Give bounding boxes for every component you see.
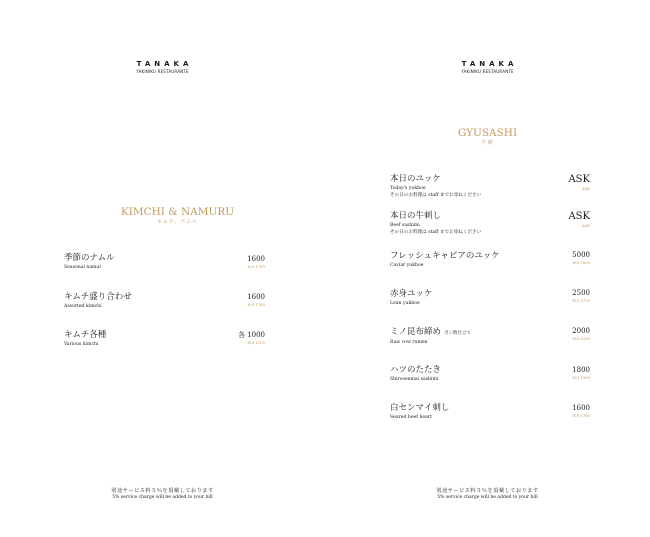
menu-item (390, 289, 432, 307)
menu-item (390, 403, 449, 421)
price-value: 1600 (247, 255, 265, 263)
price-with-tax: W/t 5500 (572, 260, 590, 265)
menu-item (64, 253, 115, 271)
price-value: 2500 (572, 289, 590, 297)
item-name-en: Assorted kimchi (64, 304, 102, 309)
item-name-en: Today's yukhoe (390, 186, 426, 191)
item-price (238, 331, 265, 346)
service-charge-en: 5% service charge will be added to your bill (112, 495, 213, 500)
menu-item (390, 251, 500, 269)
price-value: 2000 (572, 327, 590, 335)
menu-item (390, 211, 481, 236)
menu-item (64, 292, 132, 310)
item-price (572, 251, 590, 266)
section-title-jp: キムチ、ナムル (156, 219, 199, 225)
footer (325, 487, 650, 501)
item-name-en: Lean yukhoe (390, 301, 420, 306)
logo-subtitle: YAKINIKU RESTAURANTE (136, 69, 189, 74)
item-name-jp: 赤身ユッケ (390, 289, 433, 299)
item-name-jp: フレッシュキャビアのユッケ (390, 251, 500, 261)
price-with-tax: ASK (581, 223, 590, 228)
price-with-tax: W/t 1760 (572, 413, 590, 418)
price-value: 各 1000 (237, 331, 265, 339)
price-value: ASK (568, 211, 590, 222)
section-title-en: GYUSASHI (457, 127, 518, 139)
item-name-en: Seared beef heart (390, 415, 432, 420)
section-title-en: KIMCHI & NAMURU (120, 206, 235, 218)
item-name-en: Shirosenmai sashimi (390, 377, 439, 382)
item-name-jp: ハツのたたき (390, 365, 442, 375)
item-price (572, 289, 590, 304)
item-name-en: Caviar yukhoe (390, 263, 424, 268)
item-name-jp: 季節のナムル (64, 253, 115, 263)
price-with-tax: W/t 1760 (247, 264, 265, 269)
item-price (572, 327, 590, 342)
price-with-tax: W/t 2200 (572, 336, 590, 341)
item-name-jp: キムチ各種 (64, 330, 107, 340)
item-name-en: Beef sashimi (390, 223, 420, 228)
logo-name: TANAKA (136, 60, 193, 68)
logo-name: TANAKA (461, 60, 518, 68)
item-note: その日のお料理は staff までお尋ねください (390, 230, 482, 235)
service-charge-jp: 別途サービス料５％を頂戴しております (111, 488, 214, 494)
menu-item (390, 327, 471, 346)
price-value: 1800 (572, 366, 590, 374)
item-price (568, 174, 590, 192)
price-value: 5000 (572, 251, 590, 259)
item-jp-note: ポン酢仕立て (444, 331, 472, 336)
item-name-en: Seasonal namul (64, 265, 101, 270)
item-note: その日のお料理は staff までお尋ねください (390, 193, 482, 198)
section-title-jp: 牛刺 (481, 140, 494, 146)
service-charge-jp: 別途サービス料５％を頂戴しております (436, 488, 539, 494)
item-name-jp: 白センマイ刺し (390, 403, 450, 413)
section-title (325, 127, 650, 147)
item-name-jp: 本日のユッケ (390, 174, 441, 184)
logo (0, 60, 325, 75)
menu-page-right (325, 0, 650, 537)
price-with-tax: W/t 1980 (572, 375, 590, 380)
logo-subtitle: YAKINIKU RESTAURANTE (461, 69, 514, 74)
item-price (568, 211, 590, 229)
item-price (572, 404, 590, 419)
footer (0, 487, 325, 501)
menu-item (64, 330, 106, 348)
item-price (572, 366, 590, 381)
price-with-tax: W/t 1100 (247, 340, 265, 345)
section-title (15, 206, 340, 226)
price-value: 1600 (247, 293, 265, 301)
item-name-jp: キムチ盛り合わせ (64, 292, 132, 302)
menu-item (390, 365, 441, 383)
item-price (247, 293, 265, 308)
price-value: ASK (568, 174, 590, 185)
item-name-en: Raw cow rumen (390, 340, 428, 345)
price-with-tax: W/t 1760 (247, 302, 265, 307)
menu-item (390, 174, 481, 199)
logo (325, 60, 650, 75)
price-with-tax: ASK (581, 186, 590, 191)
service-charge-en: 5% service charge will be added to your bill (437, 495, 538, 500)
item-name-jp: ミノ昆布締め ポン酢仕立て (390, 327, 472, 337)
price-value: 1600 (572, 404, 590, 412)
item-name-jp: 本日の牛刺し (390, 211, 442, 221)
price-with-tax: W/t 2750 (572, 298, 590, 303)
item-price (247, 255, 265, 270)
item-name-en: Various kimchi (64, 342, 99, 347)
